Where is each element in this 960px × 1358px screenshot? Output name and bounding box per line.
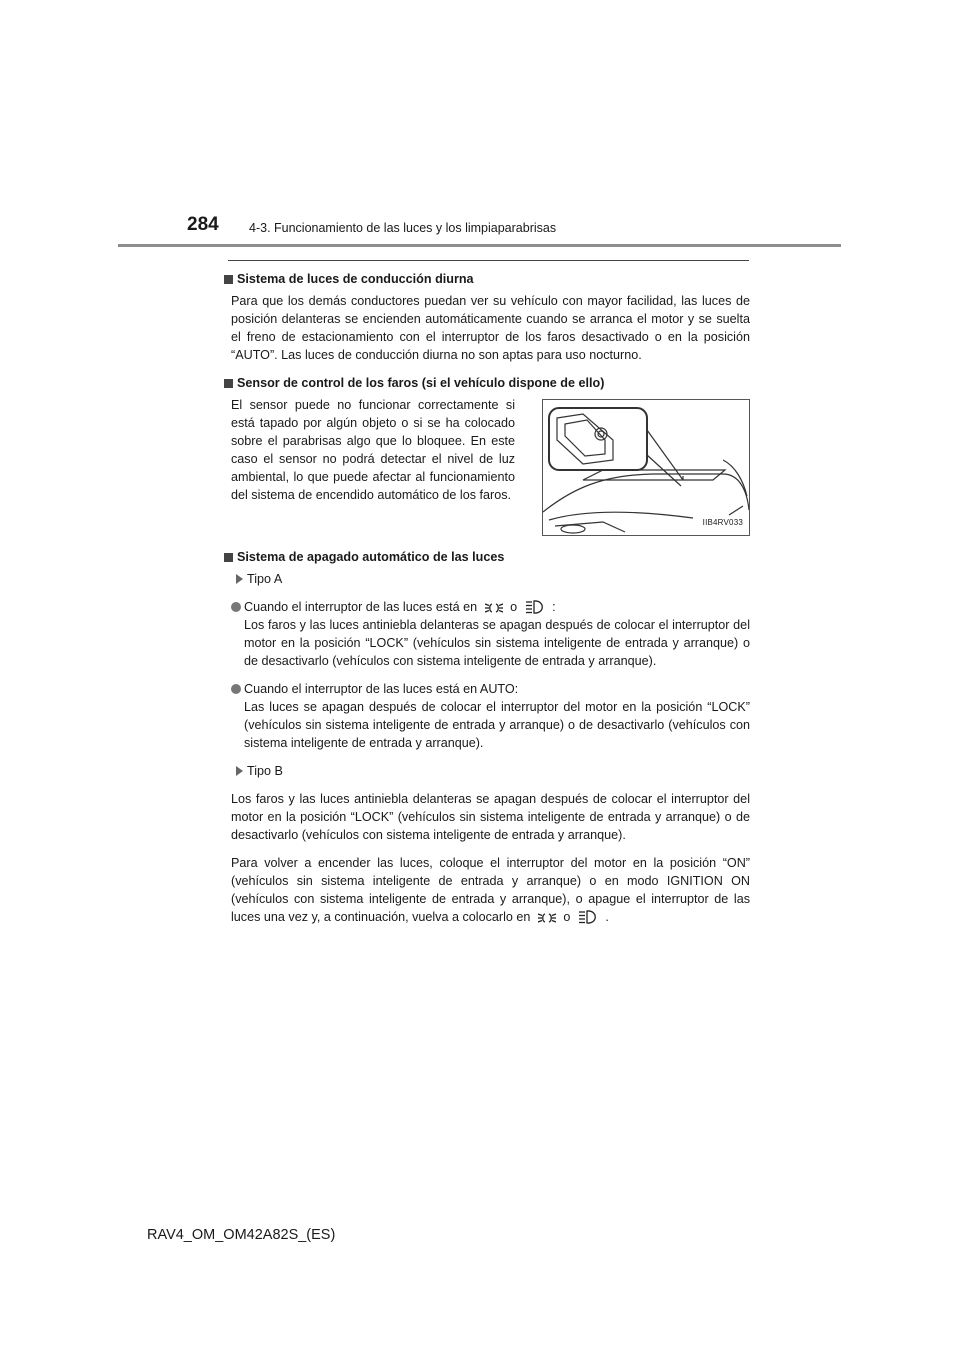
- sensor-illustration: [542, 399, 750, 536]
- tipo-a-text: Tipo A: [247, 572, 283, 586]
- bullet-item: [231, 598, 750, 670]
- restore-paragraph: [231, 854, 750, 926]
- bullet-lead-text: Cuando el interruptor de las luces está en: [244, 600, 478, 614]
- triangle-arrow-icon: [236, 574, 243, 584]
- heading-text: Sistema de apagado automático de las luces: [237, 550, 505, 564]
- round-bullet-icon: [231, 602, 241, 612]
- period-text: .: [605, 910, 609, 924]
- tipo-b-text: Tipo B: [247, 764, 283, 778]
- tipo-a-label: [236, 570, 750, 588]
- sensor-paragraph: El sensor puede no funcionar correctamente si está tapado por algún objeto o si se ha colocado sobre el parabrisas algo que lo bloquee. En este caso el sensor no podrá detectar el nivel de luz ambiental, lo que puede afectar al funcionamiento del sistema de encendido automático de los faros.: [231, 398, 515, 502]
- square-bullet-icon: [224, 275, 233, 284]
- heading-text: Sistema de luces de conducción diurna: [237, 272, 474, 286]
- page-content: [224, 270, 750, 936]
- headlight-icon: [578, 909, 598, 925]
- illustration-code: IIB4RV033: [702, 518, 743, 527]
- headlight-icon: [525, 599, 545, 615]
- tail-light-icon: [538, 911, 556, 925]
- restore-text: Para volver a encender las luces, coloque el interruptor del motor en la posición “ON” (vehículos sin sistema inteligente de entrada y arranque) o en modo IGNITION ON (vehículos con sistema inteligente de entrada y arranque), o apague el interruptor de las luces una vez y, a continuación, vuelva a colocarlo en: [231, 856, 750, 924]
- page-number: 284: [187, 214, 219, 235]
- section-heading-drl: [224, 270, 750, 288]
- or-text: o: [563, 910, 571, 924]
- or-text: o: [510, 600, 518, 614]
- section-heading-sensor: [224, 374, 750, 392]
- square-bullet-icon: [224, 379, 233, 388]
- manual-code: RAV4_OM_OM42A82S_(ES): [147, 1227, 336, 1243]
- chapter-title: 4-3. Funcionamiento de las luces y los limpiaparabrisas: [249, 221, 557, 235]
- header-rule: [118, 244, 841, 247]
- section-heading-auto-off: [224, 548, 750, 566]
- bullet-lead: [244, 598, 750, 616]
- bullet-item: [231, 680, 750, 752]
- triangle-arrow-icon: [236, 766, 243, 776]
- colon-text: :: [552, 600, 556, 614]
- tipo-b-paragraph: Los faros y las luces antiniebla delanteras se apagan después de colocar el interruptor del motor en la posición “LOCK” (vehículos sin sistema inteligente de entrada y arranque) o de desactivarlo (vehículos con sistema inteligente de entrada y arranque).: [231, 792, 750, 842]
- heading-text: Sensor de control de los faros (si el vehículo dispone de ello): [237, 376, 605, 390]
- drl-paragraph: Para que los demás conductores puedan ver su vehículo con mayor facilidad, las luces de posición delanteras se encienden automáticamente cuando se arranca el motor y se suelta el freno de estacionamiento con el interruptor de los faros desactivado o en la posición “AUTO”. Las luces de conducción diurna no son aptas para uso nocturno.: [231, 294, 750, 362]
- sensor-block: [231, 396, 750, 536]
- round-bullet-icon: [231, 684, 241, 694]
- bullet-body-text: Los faros y las luces antiniebla delanteras se apagan después de colocar el interruptor del motor en la posición “LOCK” (vehículos sin sistema inteligente de entrada y arranque) o de desactivarlo (vehículos con sistema inteligente de entrada y arranque).: [244, 618, 750, 668]
- square-bullet-icon: [224, 553, 233, 562]
- tipo-b-label: [236, 762, 750, 780]
- bullet-body-text: Las luces se apagan después de colocar el interruptor del motor en la posición “LOCK” (vehículos sin sistema inteligente de entrada y arranque) o de desactivarlo (vehículos con sistema inteligente de entrada y arranque).: [244, 700, 750, 750]
- tail-light-icon: [485, 601, 503, 615]
- bullet-lead: Cuando el interruptor de las luces está en AUTO:: [244, 682, 519, 696]
- section-rule: [228, 260, 749, 261]
